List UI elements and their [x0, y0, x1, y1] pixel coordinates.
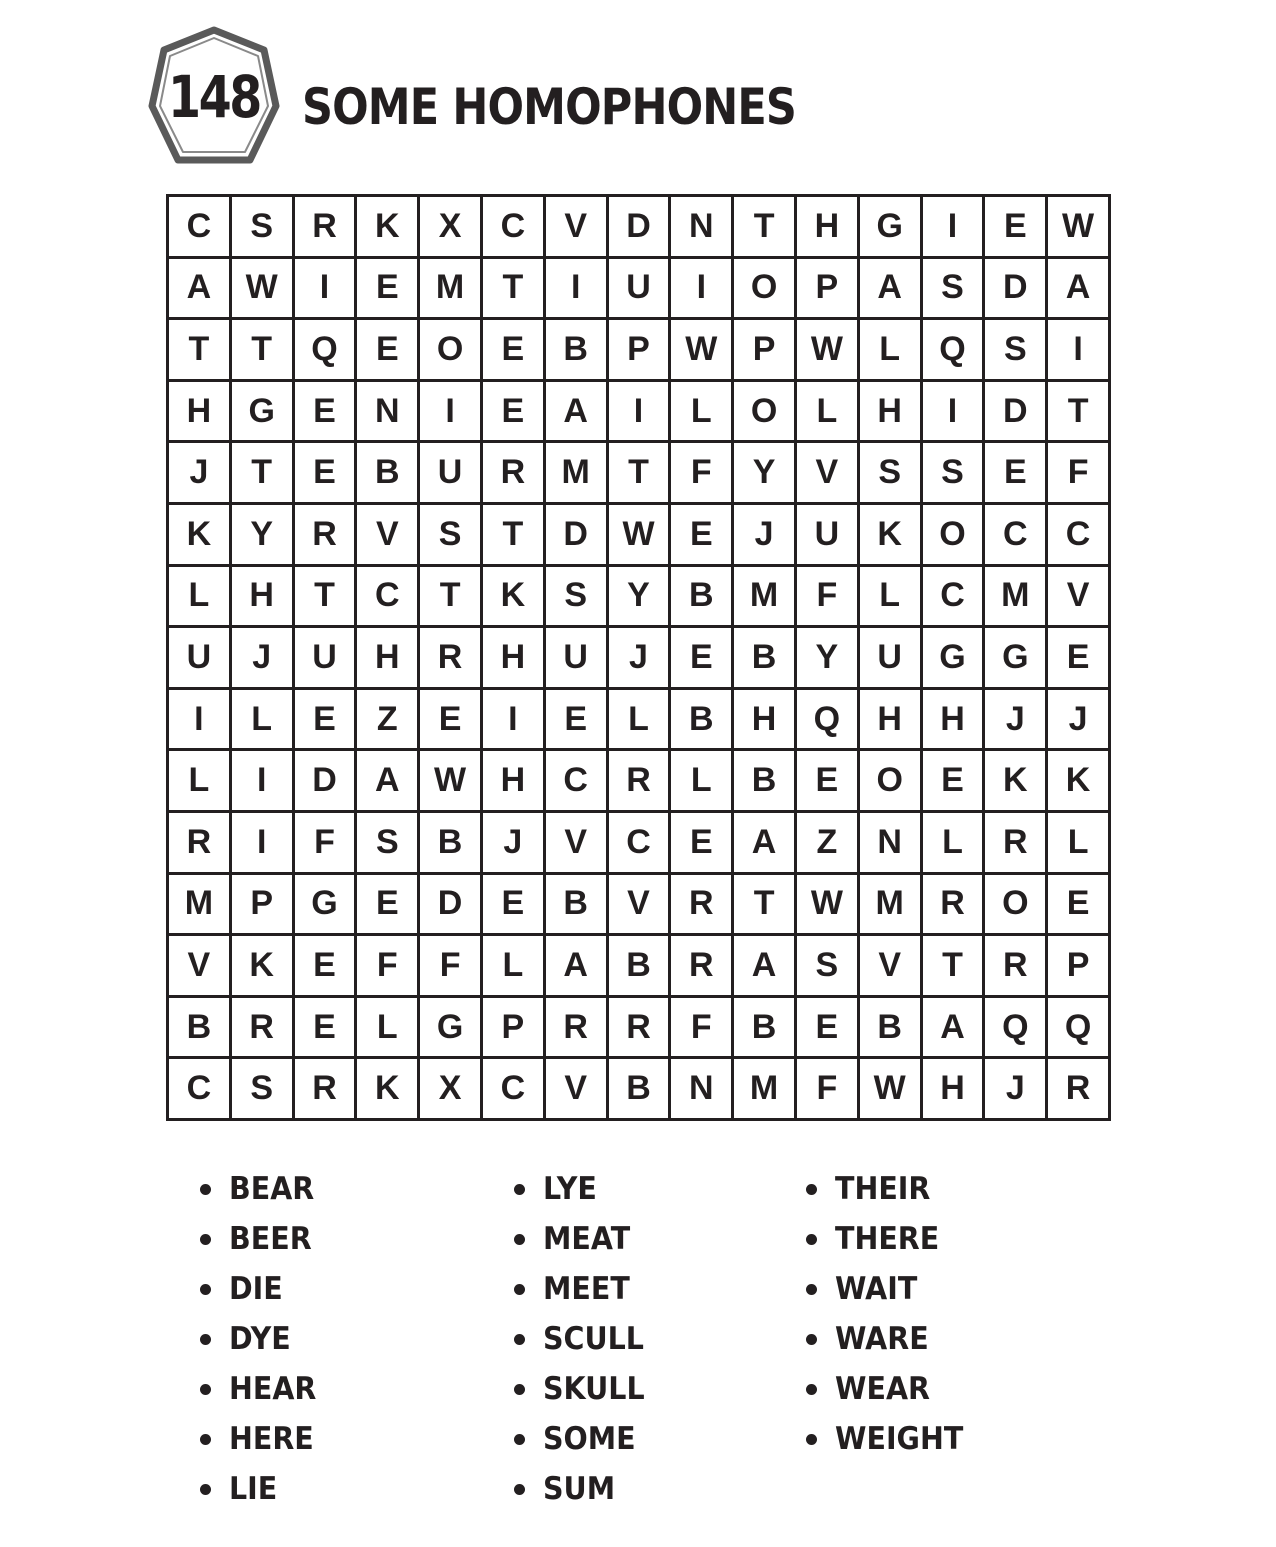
grid-cell[interactable]: E	[295, 443, 355, 502]
grid-cell[interactable]: E	[483, 875, 543, 934]
word-label: BEAR	[229, 1171, 315, 1207]
word-label: MEAT	[543, 1221, 631, 1257]
grid-cell[interactable]: H	[860, 382, 920, 441]
grid-cell[interactable]: R	[232, 998, 292, 1057]
grid-cell[interactable]: F	[1048, 443, 1108, 502]
grid-cell[interactable]: E	[357, 259, 417, 318]
bullet-icon	[806, 1384, 817, 1395]
grid-cell[interactable]: A	[923, 998, 983, 1057]
grid-cell[interactable]: K	[985, 751, 1045, 810]
grid-cell[interactable]: Z	[357, 690, 417, 749]
grid-cell[interactable]: X	[420, 1059, 480, 1118]
bullet-icon	[200, 1484, 211, 1495]
grid-cell[interactable]: U	[546, 628, 606, 687]
grid-cell[interactable]: I	[169, 690, 229, 749]
word-label: THEIR	[835, 1171, 931, 1207]
grid-cell[interactable]: L	[169, 751, 229, 810]
grid-cell[interactable]: K	[357, 197, 417, 256]
grid-cell[interactable]: E	[797, 998, 857, 1057]
grid-cell[interactable]: E	[923, 751, 983, 810]
grid-cell[interactable]: I	[671, 259, 731, 318]
grid-cell[interactable]: W	[797, 320, 857, 379]
letter-grid	[166, 194, 1111, 1121]
grid-cell[interactable]: W	[797, 875, 857, 934]
bullet-icon	[514, 1384, 525, 1395]
grid-cell[interactable]: L	[860, 567, 920, 626]
grid-cell[interactable]: B	[546, 320, 606, 379]
grid-cell[interactable]: K	[357, 1059, 417, 1118]
grid-cell[interactable]: D	[985, 382, 1045, 441]
grid-cell[interactable]: U	[169, 628, 229, 687]
puzzle-number-badge	[146, 24, 282, 172]
word-label: WEAR	[835, 1371, 930, 1407]
grid-cell[interactable]: M	[734, 567, 794, 626]
bullet-icon	[200, 1284, 211, 1295]
grid-cell[interactable]: B	[671, 567, 731, 626]
grid-cell[interactable]: S	[797, 936, 857, 995]
bullet-icon	[514, 1184, 525, 1195]
grid-cell[interactable]: E	[1048, 628, 1108, 687]
grid-cell[interactable]: Z	[797, 813, 857, 872]
grid-cell[interactable]: P	[1048, 936, 1108, 995]
grid-cell[interactable]: R	[483, 443, 543, 502]
grid-cell[interactable]: R	[671, 936, 731, 995]
grid-cell[interactable]: G	[420, 998, 480, 1057]
grid-cell[interactable]: B	[609, 936, 669, 995]
grid-cell[interactable]: O	[985, 875, 1045, 934]
grid-cell[interactable]: Y	[232, 505, 292, 564]
grid-cell[interactable]: D	[420, 875, 480, 934]
grid-cell[interactable]: R	[546, 998, 606, 1057]
grid-cell[interactable]: K	[232, 936, 292, 995]
grid-cell[interactable]: Q	[923, 320, 983, 379]
grid-cell[interactable]: K	[860, 505, 920, 564]
grid-cell[interactable]: E	[420, 690, 480, 749]
grid-cell[interactable]: Q	[295, 320, 355, 379]
grid-cell[interactable]: G	[985, 628, 1045, 687]
grid-cell[interactable]: T	[1048, 382, 1108, 441]
grid-cell[interactable]: O	[923, 505, 983, 564]
grid-cell[interactable]: V	[546, 813, 606, 872]
bullet-icon	[514, 1284, 525, 1295]
grid-cell[interactable]: P	[734, 320, 794, 379]
grid-cell[interactable]: S	[357, 813, 417, 872]
grid-cell[interactable]: J	[483, 813, 543, 872]
grid-cell[interactable]: V	[546, 1059, 606, 1118]
grid-cell[interactable]: V	[357, 505, 417, 564]
grid-cell[interactable]: T	[609, 443, 669, 502]
grid-cell[interactable]: L	[609, 690, 669, 749]
grid-cell[interactable]: H	[923, 690, 983, 749]
grid-cell[interactable]: L	[923, 813, 983, 872]
grid-cell[interactable]: D	[546, 505, 606, 564]
grid-cell[interactable]: S	[923, 443, 983, 502]
grid-cell[interactable]: B	[546, 875, 606, 934]
word-label: LYE	[543, 1171, 597, 1207]
grid-cell[interactable]: K	[483, 567, 543, 626]
grid-cell[interactable]: I	[923, 197, 983, 256]
grid-cell[interactable]: Q	[985, 998, 1045, 1057]
word-label: THERE	[835, 1221, 940, 1257]
grid-cell[interactable]: L	[357, 998, 417, 1057]
grid-cell[interactable]: G	[860, 197, 920, 256]
grid-cell[interactable]: B	[357, 443, 417, 502]
grid-cell[interactable]: S	[985, 320, 1045, 379]
grid-cell[interactable]: T	[420, 567, 480, 626]
grid-cell[interactable]: Y	[609, 567, 669, 626]
word-label: MEET	[543, 1271, 630, 1307]
grid-cell[interactable]: O	[420, 320, 480, 379]
grid-cell[interactable]: N	[860, 813, 920, 872]
grid-cell[interactable]: W	[232, 259, 292, 318]
word-label: SCULL	[543, 1321, 644, 1357]
grid-cell[interactable]: D	[609, 197, 669, 256]
grid-cell[interactable]: W	[420, 751, 480, 810]
grid-cell[interactable]: Q	[797, 690, 857, 749]
grid-cell[interactable]: B	[734, 628, 794, 687]
grid-cell[interactable]: Y	[797, 628, 857, 687]
grid-cell[interactable]: I	[609, 382, 669, 441]
word-label: SUM	[543, 1471, 616, 1507]
grid-cell[interactable]: I	[1048, 320, 1108, 379]
grid-cell[interactable]: I	[232, 813, 292, 872]
grid-cell[interactable]: H	[357, 628, 417, 687]
grid-cell[interactable]: N	[671, 197, 731, 256]
word-label: WEIGHT	[835, 1421, 964, 1457]
grid-cell[interactable]: E	[985, 443, 1045, 502]
grid-cell[interactable]: V	[609, 875, 669, 934]
grid-cell[interactable]: O	[734, 259, 794, 318]
grid-cell[interactable]: A	[169, 259, 229, 318]
bullet-icon	[514, 1434, 525, 1445]
grid-cell[interactable]: B	[420, 813, 480, 872]
grid-cell[interactable]: C	[923, 567, 983, 626]
grid-cell[interactable]: H	[734, 690, 794, 749]
grid-cell[interactable]: E	[671, 813, 731, 872]
word-label: BEER	[229, 1221, 312, 1257]
grid-cell[interactable]: Q	[1048, 998, 1108, 1057]
grid-cell[interactable]: S	[232, 1059, 292, 1118]
grid-cell[interactable]: G	[295, 875, 355, 934]
grid-cell[interactable]: R	[420, 628, 480, 687]
grid-cell[interactable]: R	[295, 1059, 355, 1118]
grid-cell[interactable]: F	[671, 443, 731, 502]
grid-cell[interactable]: D	[295, 751, 355, 810]
grid-cell[interactable]: I	[483, 690, 543, 749]
grid-cell[interactable]: W	[1048, 197, 1108, 256]
grid-cell[interactable]: U	[420, 443, 480, 502]
grid-cell[interactable]: K	[169, 505, 229, 564]
grid-cell[interactable]: J	[985, 690, 1045, 749]
grid-cell[interactable]: V	[1048, 567, 1108, 626]
grid-cell[interactable]: T	[295, 567, 355, 626]
word-label: DIE	[229, 1271, 283, 1307]
grid-cell[interactable]: G	[232, 382, 292, 441]
grid-cell[interactable]: M	[420, 259, 480, 318]
bullet-icon	[806, 1434, 817, 1445]
grid-cell[interactable]: J	[734, 505, 794, 564]
grid-cell[interactable]: B	[609, 1059, 669, 1118]
grid-cell[interactable]: M	[546, 443, 606, 502]
grid-cell[interactable]: F	[357, 936, 417, 995]
bullet-icon	[200, 1434, 211, 1445]
bullet-icon	[514, 1234, 525, 1245]
grid-cell[interactable]: E	[483, 320, 543, 379]
grid-cell[interactable]: E	[295, 936, 355, 995]
grid-cell[interactable]: F	[797, 1059, 857, 1118]
grid-cell[interactable]: L	[169, 567, 229, 626]
grid-cell[interactable]: O	[860, 751, 920, 810]
grid-cell[interactable]: I	[295, 259, 355, 318]
grid-cell[interactable]: E	[295, 690, 355, 749]
grid-cell[interactable]: L	[860, 320, 920, 379]
grid-cell[interactable]: U	[797, 505, 857, 564]
grid-cell[interactable]: I	[420, 382, 480, 441]
puzzle-number: 148	[168, 63, 260, 131]
grid-cell[interactable]: C	[483, 1059, 543, 1118]
grid-cell[interactable]: U	[609, 259, 669, 318]
grid-cell[interactable]: E	[357, 875, 417, 934]
grid-cell[interactable]: P	[232, 875, 292, 934]
word-label: WAIT	[835, 1271, 918, 1307]
grid-cell[interactable]: U	[295, 628, 355, 687]
grid-cell[interactable]: A	[860, 259, 920, 318]
grid-cell[interactable]: H	[483, 628, 543, 687]
grid-cell[interactable]: A	[546, 936, 606, 995]
grid-cell[interactable]: B	[671, 690, 731, 749]
grid-cell[interactable]: F	[797, 567, 857, 626]
word-label: SKULL	[543, 1371, 645, 1407]
grid-cell[interactable]: B	[169, 998, 229, 1057]
grid-cell[interactable]: R	[985, 813, 1045, 872]
grid-cell[interactable]: E	[671, 628, 731, 687]
grid-cell[interactable]: E	[1048, 875, 1108, 934]
bullet-icon	[806, 1234, 817, 1245]
grid-cell[interactable]: P	[609, 320, 669, 379]
grid-cell[interactable]: Y	[734, 443, 794, 502]
grid-cell[interactable]: E	[546, 690, 606, 749]
grid-cell[interactable]: N	[671, 1059, 731, 1118]
grid-cell[interactable]: N	[357, 382, 417, 441]
grid-cell[interactable]: B	[860, 998, 920, 1057]
grid-cell[interactable]: R	[985, 936, 1045, 995]
grid-cell[interactable]: H	[797, 197, 857, 256]
grid-cell[interactable]: C	[357, 567, 417, 626]
grid-cell[interactable]: S	[232, 197, 292, 256]
grid-cell[interactable]: S	[860, 443, 920, 502]
grid-cell[interactable]: H	[483, 751, 543, 810]
grid-cell[interactable]: E	[295, 382, 355, 441]
bullet-icon	[200, 1334, 211, 1345]
grid-cell[interactable]: F	[295, 813, 355, 872]
word-label: SOME	[543, 1421, 636, 1457]
grid-cell[interactable]: R	[609, 751, 669, 810]
grid-cell[interactable]: M	[860, 875, 920, 934]
word-label: LIE	[229, 1471, 278, 1507]
grid-cell[interactable]: L	[483, 936, 543, 995]
grid-cell[interactable]: L	[671, 751, 731, 810]
grid-cell[interactable]: X	[420, 197, 480, 256]
grid-cell[interactable]: C	[985, 505, 1045, 564]
grid-cell[interactable]: A	[357, 751, 417, 810]
grid-cell[interactable]: L	[232, 690, 292, 749]
grid-cell[interactable]: H	[860, 690, 920, 749]
grid-cell[interactable]: C	[546, 751, 606, 810]
grid-cell[interactable]: M	[985, 567, 1045, 626]
word-label: WARE	[835, 1321, 929, 1357]
grid-cell[interactable]: S	[546, 567, 606, 626]
word-label: HERE	[229, 1421, 314, 1457]
grid-cell[interactable]: H	[169, 382, 229, 441]
grid-cell[interactable]: T	[232, 443, 292, 502]
grid-cell[interactable]: B	[734, 751, 794, 810]
bullet-icon	[514, 1484, 525, 1495]
bullet-icon	[200, 1384, 211, 1395]
grid-cell[interactable]: C	[609, 813, 669, 872]
grid-cell[interactable]: R	[923, 875, 983, 934]
grid-cell[interactable]: T	[923, 936, 983, 995]
grid-cell[interactable]: L	[797, 382, 857, 441]
bullet-icon	[514, 1334, 525, 1345]
grid-cell[interactable]: R	[671, 875, 731, 934]
grid-cell[interactable]: M	[169, 875, 229, 934]
grid-cell[interactable]: E	[985, 197, 1045, 256]
grid-cell[interactable]: V	[546, 197, 606, 256]
grid-cell[interactable]: C	[169, 1059, 229, 1118]
grid-cell[interactable]: F	[671, 998, 731, 1057]
grid-cell[interactable]: E	[671, 505, 731, 564]
grid-cell[interactable]: K	[1048, 751, 1108, 810]
grid-cell[interactable]: S	[420, 505, 480, 564]
grid-cell[interactable]: I	[232, 751, 292, 810]
grid-cell[interactable]: R	[169, 813, 229, 872]
grid-cell[interactable]: G	[923, 628, 983, 687]
grid-cell[interactable]: W	[860, 1059, 920, 1118]
puzzle-title: SOME HOMOPHONES	[302, 78, 797, 136]
grid-cell[interactable]: A	[1048, 259, 1108, 318]
grid-cell[interactable]: V	[797, 443, 857, 502]
grid-cell[interactable]: T	[232, 320, 292, 379]
grid-cell[interactable]: E	[357, 320, 417, 379]
grid-cell[interactable]: J	[985, 1059, 1045, 1118]
grid-cell[interactable]: D	[985, 259, 1045, 318]
grid-cell[interactable]: B	[734, 998, 794, 1057]
grid-cell[interactable]: J	[609, 628, 669, 687]
grid-cell[interactable]: T	[734, 875, 794, 934]
grid-cell[interactable]: E	[797, 751, 857, 810]
grid-cell[interactable]: O	[734, 382, 794, 441]
grid-cell[interactable]: C	[483, 197, 543, 256]
grid-cell[interactable]: C	[169, 197, 229, 256]
bullet-icon	[200, 1234, 211, 1245]
grid-cell[interactable]: I	[546, 259, 606, 318]
grid-cell[interactable]: H	[232, 567, 292, 626]
grid-cell[interactable]: A	[546, 382, 606, 441]
grid-cell[interactable]: S	[923, 259, 983, 318]
grid-cell[interactable]: E	[295, 998, 355, 1057]
grid-cell[interactable]: R	[1048, 1059, 1108, 1118]
bullet-icon	[806, 1334, 817, 1345]
grid-cell[interactable]: R	[295, 197, 355, 256]
grid-cell[interactable]: J	[232, 628, 292, 687]
grid-cell[interactable]: T	[734, 197, 794, 256]
grid-cell[interactable]: V	[169, 936, 229, 995]
grid-cell[interactable]: H	[923, 1059, 983, 1118]
grid-cell[interactable]: A	[734, 813, 794, 872]
word-label: HEAR	[229, 1371, 317, 1407]
grid-cell[interactable]: W	[671, 320, 731, 379]
bullet-icon	[200, 1184, 211, 1195]
grid-cell[interactable]: U	[860, 628, 920, 687]
grid-cell[interactable]: J	[169, 443, 229, 502]
grid-cell[interactable]: R	[609, 998, 669, 1057]
grid-cell[interactable]: T	[483, 505, 543, 564]
grid-cell[interactable]: R	[295, 505, 355, 564]
grid-cell[interactable]: P	[797, 259, 857, 318]
grid-cell[interactable]: L	[671, 382, 731, 441]
grid-cell[interactable]: C	[1048, 505, 1108, 564]
grid-cell[interactable]: J	[1048, 690, 1108, 749]
grid-cell[interactable]: F	[420, 936, 480, 995]
grid-cell[interactable]: V	[860, 936, 920, 995]
grid-cell[interactable]: E	[483, 382, 543, 441]
grid-cell[interactable]: L	[1048, 813, 1108, 872]
word-label: DYE	[229, 1321, 291, 1357]
grid-cell[interactable]: T	[483, 259, 543, 318]
grid-cell[interactable]: A	[734, 936, 794, 995]
grid-cell[interactable]: P	[483, 998, 543, 1057]
grid-cell[interactable]: T	[169, 320, 229, 379]
grid-cell[interactable]: W	[609, 505, 669, 564]
grid-cell[interactable]: I	[923, 382, 983, 441]
bullet-icon	[806, 1184, 817, 1195]
grid-cell[interactable]: M	[734, 1059, 794, 1118]
bullet-icon	[806, 1284, 817, 1295]
